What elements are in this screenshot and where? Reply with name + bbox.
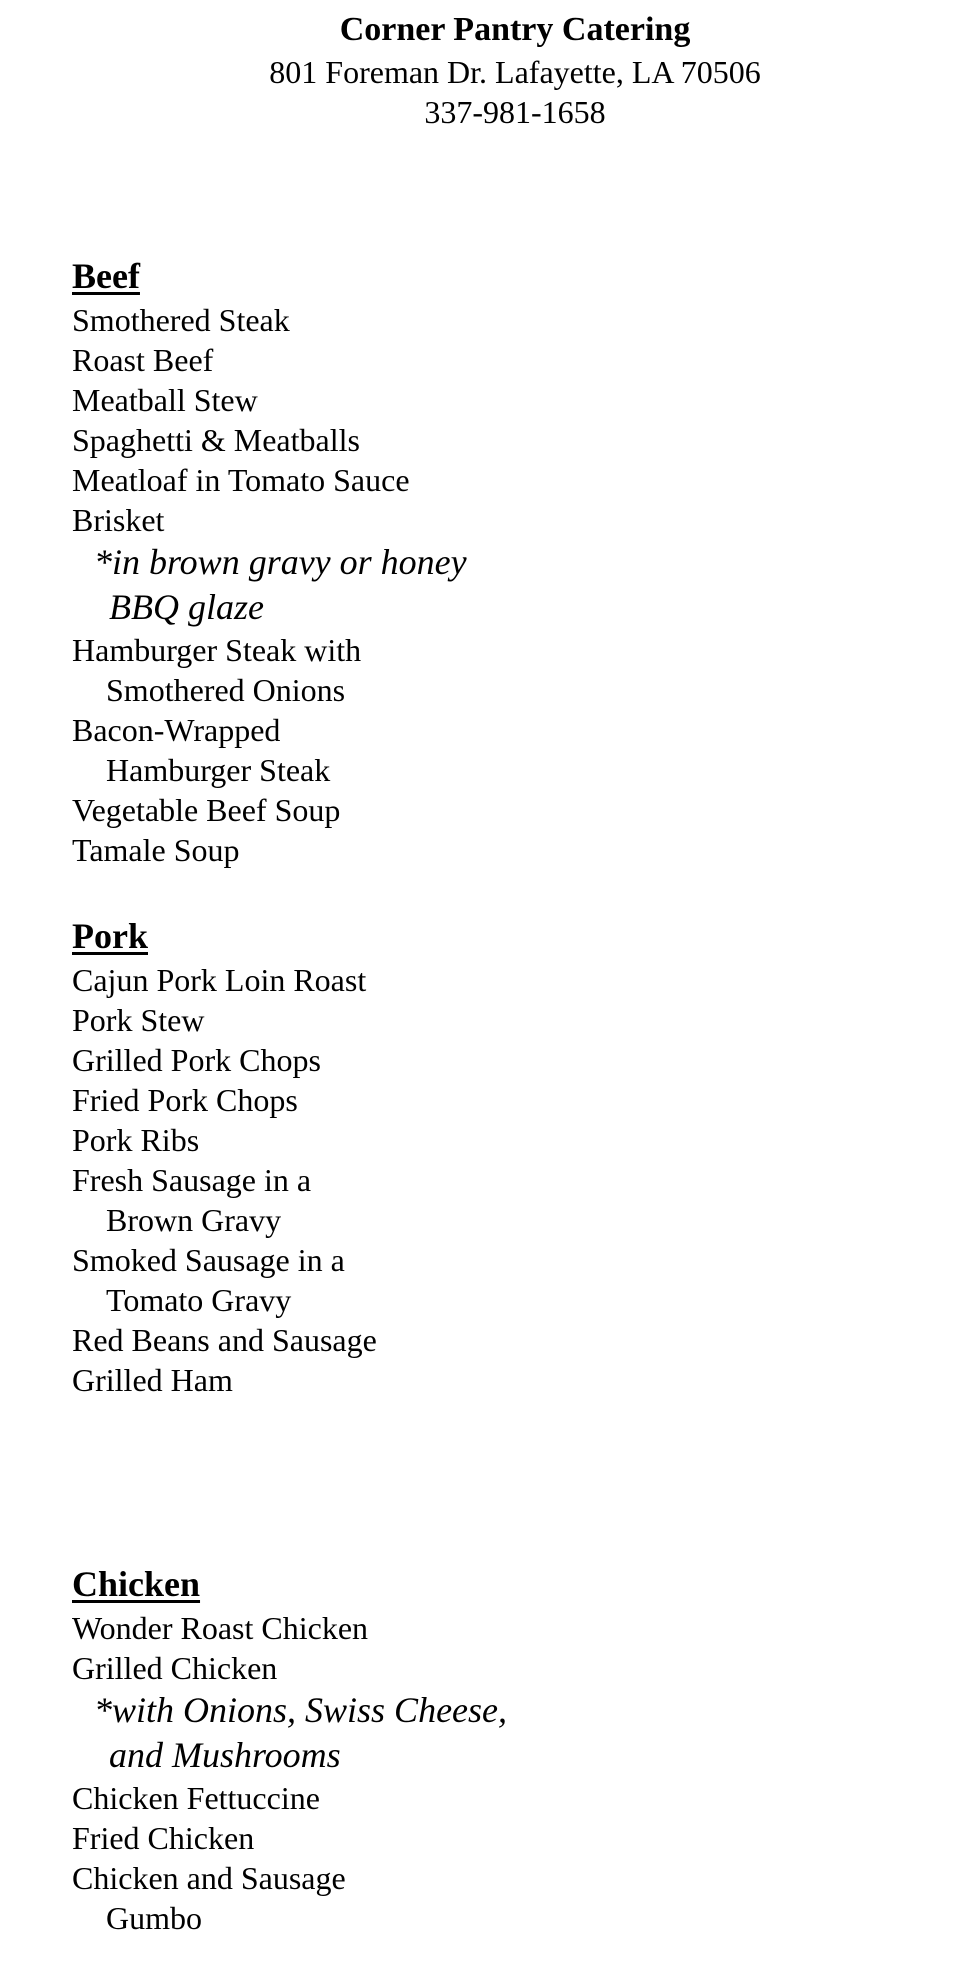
section-chicken: [72, 1560, 507, 1938]
company-phone: 337-981-1658: [424, 94, 606, 130]
menu-item: Spaghetti & Meatballs: [72, 422, 360, 458]
menu-item: Fresh Sausage in a: [72, 1162, 312, 1198]
letterhead: [0, 8, 960, 132]
menu-item: Bacon-Wrapped: [72, 712, 281, 748]
section-title-chicken: Chicken: [72, 1564, 201, 1604]
menu-item-continuation: Smothered Onions: [106, 672, 346, 708]
menu-item: Pork Stew: [72, 1002, 205, 1038]
section-beef: [72, 252, 467, 870]
menu-item-continuation: Brown Gravy: [106, 1202, 282, 1238]
menu-item: Meatball Stew: [72, 382, 258, 418]
menu-item: Tamale Soup: [72, 832, 240, 868]
menu-item: Brisket: [72, 502, 165, 538]
menu-item-continuation: Gumbo: [106, 1900, 202, 1936]
menu-item: Grilled Pork Chops: [72, 1042, 321, 1078]
menu-item: Smoked Sausage in a: [72, 1242, 345, 1278]
section-title-pork: Pork: [72, 916, 148, 956]
menu-item: Grilled Ham: [72, 1362, 233, 1398]
menu-item: Hamburger Steak with: [72, 632, 362, 668]
menu-note: *with Onions, Swiss Cheese,: [94, 1690, 508, 1730]
menu-item: Roast Beef: [72, 342, 214, 378]
section-title-beef: Beef: [72, 256, 140, 296]
menu-item: Vegetable Beef Soup: [72, 792, 341, 828]
menu-item: Pork Ribs: [72, 1122, 200, 1158]
menu-item: Fried Chicken: [72, 1820, 255, 1856]
menu-note: and Mushrooms: [109, 1735, 341, 1775]
menu-item: Smothered Steak: [72, 302, 290, 338]
menu-item: Chicken and Sausage: [72, 1860, 346, 1896]
company-name: Corner Pantry Catering: [339, 11, 691, 48]
menu-note: BBQ glaze: [109, 587, 264, 627]
menu-item: Chicken Fettuccine: [72, 1780, 320, 1816]
menu-item: Cajun Pork Loin Roast: [72, 962, 367, 998]
menu-item: Meatloaf in Tomato Sauce: [72, 462, 410, 498]
menu-note: *in brown gravy or honey: [94, 542, 467, 582]
menu-item: Fried Pork Chops: [72, 1082, 298, 1118]
menu-item-continuation: Hamburger Steak: [106, 752, 331, 788]
menu-item: Wonder Roast Chicken: [72, 1610, 369, 1646]
menu-item: Grilled Chicken: [72, 1650, 278, 1686]
menu-item: Red Beans and Sausage: [72, 1322, 377, 1358]
section-pork: [72, 912, 377, 1400]
menu-item-continuation: Tomato Gravy: [106, 1282, 292, 1318]
company-address: 801 Foreman Dr. Lafayette, LA 70506: [269, 54, 761, 90]
